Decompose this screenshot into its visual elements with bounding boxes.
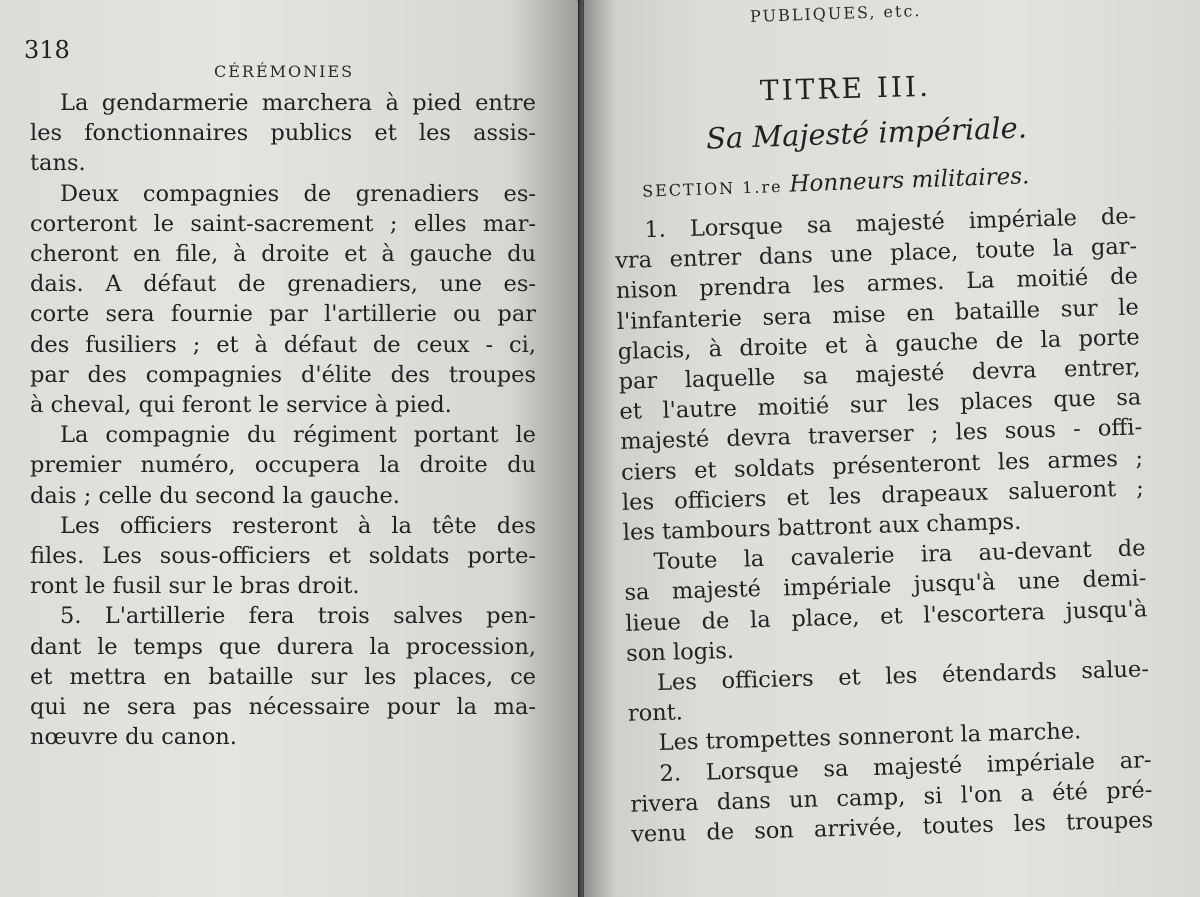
section-title: Honneurs militaires. — [789, 163, 1030, 198]
text-line: nison prendra les armes. La moitié de — [615, 263, 1139, 305]
text-line: ront le fusil sur le bras droit. — [30, 573, 360, 600]
text-line: majesté devra traverser ; les sous - offi- — [619, 414, 1143, 456]
left-page-body — [30, 88, 536, 752]
chapter-subtitle: Sa Majesté impériale. — [705, 110, 1028, 156]
text-line: lieue de la place, et l'escortera jusqu'à — [625, 595, 1148, 637]
text-line: des fusiliers ; et à défaut de ceux - ci, — [30, 331, 536, 358]
text-line: rivera dans un camp, si l'on a été pré- — [630, 777, 1153, 818]
text-line: cheront en file, à droite et à gauche du — [30, 241, 536, 268]
text-line: La compagnie du régiment portant le — [60, 422, 536, 449]
text-line: 1. Lorsque sa majesté impériale de- — [644, 203, 1137, 244]
text-line: corte sera fournie par l'artillerie ou par — [30, 301, 536, 328]
text-line: les tambours battront aux champs. — [622, 508, 1022, 546]
running-head-left: CÉRÉMONIES — [214, 62, 355, 81]
text-line: par des compagnies d'élite des troupes — [30, 361, 536, 388]
section-heading — [642, 163, 1030, 203]
right-page-body — [614, 201, 1154, 850]
running-head-right: PUBLIQUES, etc. — [749, 1, 922, 26]
text-line: et l'autre moitié sur les places que sa — [619, 384, 1142, 426]
text-line: glacis, à droite et à gauche de la porte — [617, 324, 1140, 365]
text-line: dais ; celle du second la gauche. — [30, 482, 400, 509]
page-number: 318 — [24, 36, 70, 64]
text-line: par laquelle sa majesté devra entrer, — [618, 354, 1141, 395]
text-line: nœuvre du canon. — [30, 724, 237, 751]
text-line: les fonctionnaires publics et les assis- — [30, 120, 536, 147]
text-line: La gendarmerie marchera à pied entre — [60, 90, 536, 116]
text-line: Deux compagnies de grenadiers es- — [60, 180, 536, 207]
text-line: corteront le saint-sacrement ; elles mar- — [30, 210, 536, 237]
text-line: qui ne sera pas nécessaire pour la ma- — [30, 694, 536, 721]
text-line: venu de son arrivée, toutes les troupes — [630, 807, 1154, 848]
text-line: ciers et soldats présenteront les armes ; — [620, 444, 1144, 486]
text-line: Toute la cavalerie ira au-devant de — [653, 535, 1146, 576]
text-line: Les officiers resteront à la tête des — [60, 512, 536, 539]
right-page — [584, 0, 1200, 897]
text-line: et mettra en bataille sur les places, ce — [30, 663, 536, 690]
text-line: dais. A défaut de grenadiers, une es- — [30, 271, 536, 298]
text-line: tans. — [30, 150, 86, 177]
text-line: 5. L'artillerie fera trois salves pen- — [60, 603, 536, 630]
text-line: files. Les sous-officiers et soldats porte- — [30, 543, 536, 570]
text-line: sa majesté impériale jusqu'à une demi- — [624, 565, 1147, 607]
text-line: vra entrer dans une place, toute la gar- — [614, 233, 1138, 275]
text-line: ront. — [627, 699, 684, 728]
text-line: premier numéro, occupera la droite du — [30, 452, 536, 479]
text-line: son logis. — [625, 637, 735, 667]
text-line: à cheval, qui feront le service à pied. — [30, 392, 452, 419]
text-line: dant le temps que durera la procession, — [30, 633, 536, 660]
text-line: l'infanterie sera mise en bataille sur le — [616, 293, 1140, 335]
text-line: les officiers et les drapeaux salueront ; — [621, 475, 1145, 516]
section-label: SECTION 1.re — [641, 176, 783, 201]
text-line: Les officiers et les étendards salue- — [656, 656, 1150, 697]
left-page — [0, 0, 580, 897]
text-line: 2. Lorsque sa majesté impériale ar- — [659, 746, 1152, 787]
text-line: Les trompettes sonneront la marche. — [658, 718, 1082, 757]
chapter-title: TITRE III. — [759, 69, 932, 108]
